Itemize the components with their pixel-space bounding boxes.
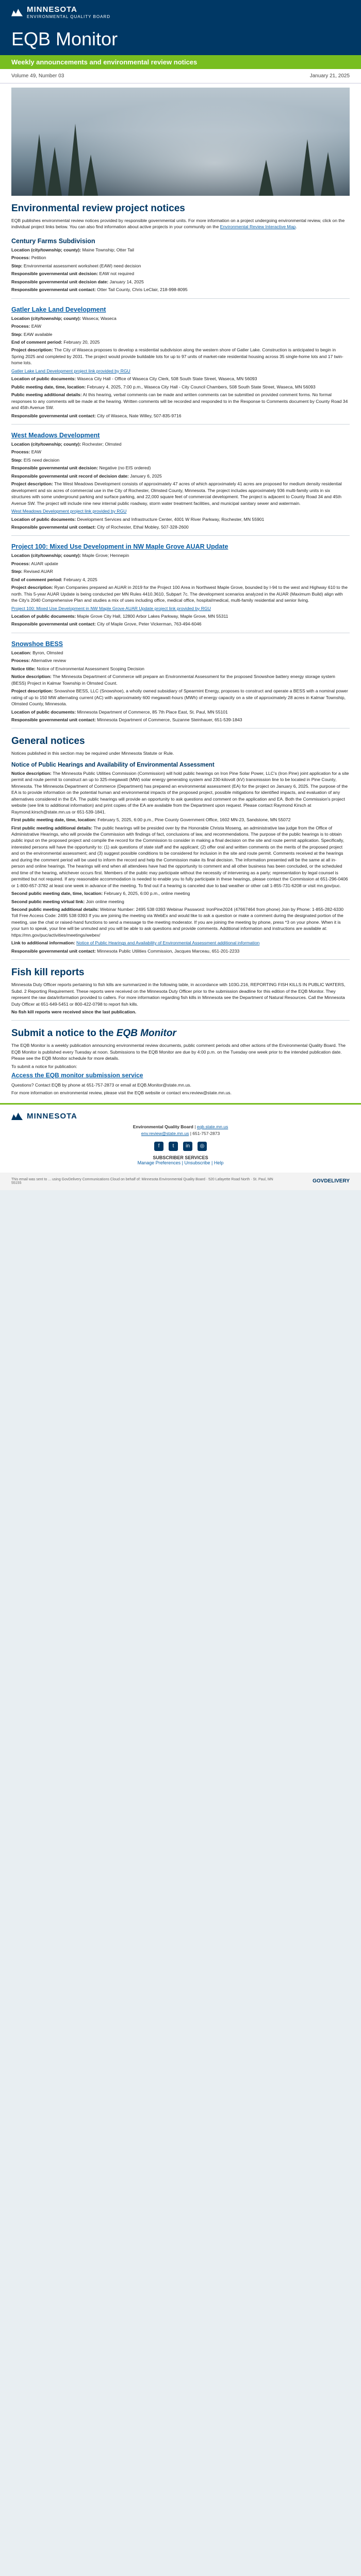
ern-heading: Environmental review project notices <box>11 203 185 214</box>
fish-text: Minnesota Duty Officer reports pertaining to fish kills are summarized in the following table, in accordance with 103G.216, REPORTING FISH KILLS IN PUBLIC WATERS, Subd. 2 Reporting Requirement. These reports were received on the Minnesota Duty Officer prior to the submission deadline for this edition of the EQB Monitor. They represent the raw data/information provided to callers. For more information regarding fish kills in Minnesota see the Department of Natural Resources. Call the Minnesota Duty Officer at 651-649-5451 or 800-422-0798 to report fish kills. <box>11 982 346 1007</box>
project-field[interactable] <box>11 605 350 612</box>
project-field: Notice title: Notice of Environmental Assessment Scoping Decision <box>11 666 144 671</box>
project-field: Responsible governmental unit contact: City of Waseca, Nate Willey, 507-835-9716 <box>11 413 182 418</box>
general-field: Second public meeting additional details: Webinar Number: 2495 538 0393 Webinar Password: IronPine2024 (47667464 from phone) Join by Phone: 1-855-282-6330 Toll Free Access Code: 2495 538 0393 If you are joining the meeting via WebEx and would like to ask a question or make a comment during the designated portion of the meeting, use the chat or raised-hand functions to send a message to the meeting moderator. If you are joining the meeting by phone, press *3 on your phone. When it is your turn to speak, your line will be unmuted and you will be able to ask questions and provide comments. Additional information and instructions are available at: https://mn.gov/puc/activities/meetings/webex/ <box>11 906 344 938</box>
general-field: Second public meeting date, time, location: February 6, 2025, 6:00 p.m., online meeting <box>11 891 190 896</box>
fish-heading: Fish kill reports <box>11 967 85 978</box>
govdelivery-text: This email was sent to ... using GovDelivery Communications Cloud on behalf of: Minnesota Environmental Quality Board · 520 Lafayette Road North · St. Paul, MN 55155 <box>11 1177 273 1185</box>
project-field: Responsible governmental unit decision date: January 14, 2025 <box>11 279 144 284</box>
submission-service-link[interactable]: Access the EQB monitor submission service <box>11 1072 143 1079</box>
project-field: Responsible governmental unit record of decision date: January 6, 2025 <box>11 473 162 479</box>
project-field: Location (city/township; county): Waseca; Waseca <box>11 315 117 321</box>
newsletter-subtitle: Weekly announcements and environmental review notices <box>0 55 361 69</box>
govdelivery-bar <box>0 1173 361 1190</box>
main-content <box>0 203 361 1103</box>
project-field: End of comment period: February 20, 2025 <box>11 339 100 345</box>
general-heading: General notices <box>11 736 85 747</box>
project-field: Location (city/township; county): Rochester; Olmsted <box>11 441 122 447</box>
project-title[interactable]: Project 100: Mixed Use Development in NW Maple Grove AUAR Update <box>11 543 228 551</box>
issue-row <box>0 69 361 83</box>
project-field: Project description: Ryan Companies prepared an AUAR in 2019 for the Project 100 Area in Northwest Maple Grove, bounded by I-94 to the west and Highway 610 to the north. This 5-year AUAR Update is being conducted per MN Rules 4410.3610, Subpart 7c. The development scenarios analyzed in the AUAR (Maximum Build) align with the City's 2040 Comprehensive Plan and studies a mix of uses including office, medical office, hospital/medical, multi-family residential and senior living. <box>11 585 348 603</box>
linkedin-icon[interactable]: in <box>183 1142 192 1151</box>
general-additional-info-link[interactable]: Notice of Public Hearings and Availability of Environmental Assessment additional information <box>76 940 260 946</box>
project-link: Project 100: Mixed Use Development in NW Maple Grove AUAR Update project link provided by RGU <box>11 605 211 611</box>
govdelivery-logo: GOVDELIVERY <box>313 1178 350 1184</box>
project-field: Notice description: The Minnesota Department of Commerce will prepare an Environmental Assessment for the proposed Snowshoe battery energy storage system (BESS) Project in Kalmar Township in Olmsted Count. <box>11 674 335 686</box>
project-field: Project description: The West Meadows Development consists of approximately 47 acres of which approximately 41 acres are proposed for medium density residential development and six acres of commercial use in the City of Rochester, Olmsted County, Minnesota. The project includes approximately 936 multi-family units in six structures with some underground parking and surface parking, and 22,000 square feet of commercial development. The project is adjacent to County Road 34 and 45th Avenue SW. The project will include nine new internal public roadway, storm water treatment facilities, and municipal sanitary sewer and watermain. <box>11 481 342 506</box>
footer-state: MINNESOTA <box>27 1111 77 1121</box>
general-field: Notice description: The Minnesota Public Utilities Commission (Commission) will hold public hearings on Iron Pine Solar Power, LLC's (Iron Pine) joint application for a site permit and route permit to construct an up to 325-megawatt (MW) solar energy generating system and 230-kilovolt (kV) transmission line to be located in Pine County, Minnesota. The Minnesota Department of Commerce (Department) has prepared an environmental assessment (EA) for the project on January 6, 2025. The purpose of the EA is to provide information on the potential human and environmental impacts of the proposed project, possible mitigations for identified impacts, and evaluation of any alternatives considered in the EA. The public hearings will provide an opportunity to ask questions and comment on the application and EA. Both the Commission's project website (see link to additional information) and print copies of the EA are available from the Department upon request. Please contact Raymond Kirsch at Raymond.kirsch@state.mn.us or 651-539-1841. <box>11 770 349 815</box>
project-field: Process: EAW <box>11 449 41 455</box>
footer: MINNESOTA Environmental Quality Board | eqb.state.mn.us env.review@state.mn.us | 651-757-2873 f t in ◎ SUBSCRIBER SERVICES Manage Preferences | Unsubscribe | Help <box>0 1103 361 1173</box>
submit-text2: To submit a notice for publication: <box>11 1063 77 1069</box>
general-link-row: Link to additional information: Notice of Public Hearings and Availability of Environmental Assessment additional information <box>11 940 260 946</box>
project-title: Century Farms Subdivision <box>11 237 95 245</box>
general-intro: Notices published in this section may be required under Minnesota Statute or Rule. <box>11 751 174 756</box>
general-field: First public meeting date, time, location: February 5, 2025, 6:00 p.m., Pine County Government Office, 1602 MN-23, Sandstone, MN 55072 <box>11 817 291 823</box>
submit-heading: Submit a notice to the EQB Monitor <box>11 1028 176 1039</box>
project-list <box>11 238 350 723</box>
project-field: Location of public documents: Development Services and Infrastructure Center, 4001 W River Parkway, Rochester, MN 55901 <box>11 516 265 522</box>
submit-text: The EQB Monitor is a weekly publication announcing environmental review documents, public comment periods and other actions of the Environmental Quality Board. The EQB Monitor is published every Tuesday at noon. Submissions to the EQB Monitor are due by 4:00 p.m. on the Tuesday one week prior to the intended publication date. Please see the EQB Monitor schedule for more details. <box>11 1043 346 1061</box>
project-title[interactable]: West Meadows Development <box>11 431 100 439</box>
project-field: Step: EAW available <box>11 331 53 337</box>
logo-state: MINNESOTA <box>27 5 77 14</box>
project-field: End of comment period: February 4, 2025 <box>11 577 97 582</box>
fish-note: No fish kill reports were received since the last publication. <box>11 1009 137 1014</box>
project-field: Responsible governmental unit contact: Otter Tail County, Chris LeClair, 218-998-8095 <box>11 287 188 293</box>
project-title[interactable]: Snowshoe BESS <box>11 640 63 648</box>
general-notice-fields <box>11 770 350 938</box>
instagram-icon[interactable]: ◎ <box>198 1142 207 1151</box>
project-field: Location of public documents: Minnesota Department of Commerce, 85 7th Place East, St. Paul, MN 55101 <box>11 709 228 715</box>
project-field: Responsible governmental unit contact: City of Rochester, Ethal Mobley, 507-328-2600 <box>11 524 189 530</box>
newsletter-page <box>0 0 361 1190</box>
project-field: Location of public documents: Maple Grove City Hall, 12800 Arbor Lakes Parkway, Maple Grove, MN 55311 <box>11 614 228 619</box>
project-field: Process: EAW <box>11 324 41 329</box>
general-field: Second public meeting virtual link: Join online meeting <box>11 899 124 904</box>
project-field: Location (city/township; county): Maine Township; Otter Tail <box>11 247 134 252</box>
twitter-icon[interactable]: t <box>169 1142 178 1151</box>
project-field: Process: AUAR update <box>11 561 58 566</box>
project-field: Location: Byron, Olmsted <box>11 650 63 655</box>
project-field: Process: Petition <box>11 255 46 261</box>
footer-agency: Environmental Quality Board <box>133 1124 193 1129</box>
project-field: Project description: The City of Waseca proposes to develop a residential subdivision along the western shore of Gatler Lake. Construction is anticipated to begin in Spring 2025 and completed by 2031. The project would provide buildable lots for up to 97 units of market-rate residential housing across 35 single-home lots and 17 twin-home lots. <box>11 347 343 366</box>
general-contact-row: Responsible governmental unit contact: Minnesota Public Utilities Commission, Jacques Marceau, 651-201-2233 <box>11 948 240 954</box>
submit-questions: Questions? Contact EQB by phone at 651-757-2873 or email at EQB.Monitor@state.mn.us. <box>11 1082 191 1088</box>
project-field[interactable] <box>11 368 350 374</box>
newsletter-title: EQB Monitor <box>0 21 361 55</box>
issue-date: January 21, 2025 <box>309 73 350 79</box>
project-title[interactable]: Gatler Lake Land Development <box>11 306 106 313</box>
project-link: Gatler Lake Land Development project link provided by RGU <box>11 368 130 374</box>
project-field: Public meeting date, time, location: February 4, 2025, 7:00 p.m., Waseca City Hall - City Council Chambers, 508 South State Street, Waseca, MN 56093 <box>11 384 316 389</box>
project-field: Project description: Snowshoe BESS, LLC (Snowshoe), a wholly owned subsidiary of Spearmint Energy, proposes to construct and operate a BESS with a nominal power rating of up to 150 MW alternating current (AC) with approximately 600 megawatt-hours (MWh) of energy capacity on a site of approximately 28 acres in Kalmar Township, Olmsted County, Minnesota. <box>11 688 348 707</box>
mn-logo-icon <box>11 8 23 16</box>
footer-phone: 651-757-2873 <box>192 1131 220 1137</box>
project-field: Step: EIS need decision <box>11 457 60 463</box>
hero-image-foggy-forest <box>11 88 350 196</box>
project-link: West Meadows Development project link provided by RGU <box>11 509 127 514</box>
project-field: Responsible governmental unit contact: Minnesota Department of Commerce, Suzanne Steinhauer, 651-539-1843 <box>11 717 242 723</box>
logo-agency: ENVIRONMENTAL QUALITY BOARD <box>27 14 110 19</box>
masthead-logo-bar <box>0 0 361 21</box>
footer-mn-logo-icon <box>11 1112 23 1120</box>
footer-website-link[interactable]: eqb.state.mn.us <box>196 1124 228 1129</box>
project-field: Location (city/township; county): Maple Grove; Hennepin <box>11 553 129 558</box>
subscriber-services: SUBSCRIBER SERVICES <box>153 1155 208 1160</box>
general-field: First public meeting additional details: The public hearings will be presided over by the Honorable Christa Moseng, an administrative law judge from the Office of Administrative Hearings, who will provide the Commission with findings of fact, conclusions of law, and recommendations. The purpose of the public hearings is to obtain public input on the proposed project and compile the record for the Commission to consider in making a final decision on the site and route permit application. Specifically, interested persons will have the opportunity to: (1) ask questions of state staff and the applicant; (2) offer oral and written comments on the merits of the proposed project and on the environmental assessment; and (3) suggest possible conditions to be considered for inclusion in the site and route permit. Comments received at the hearings and during the comment period will be used to inform the record and help the Commission make its final decision. The information presented will be the same at all in-person and online hearings. The hearings will end when all attendees have had the opportunity to comment and all other business has been concluded, or the scheduled end time of the hearing, whichever occurs first. Members of the public may participate without the necessity of intervening as a party; representation by legal counsel is permitted but not required. If any reasonable accommodation is needed to enable you to fully participate in these hearings, please contact the Commission at 651-296-0406 or 1-800-657-3782 at least one week in advance of the meeting. To find out if a hearing is canceled due to bad weather or other call 1-855-731-6208 or visit mn.gov/puc. <box>11 825 348 888</box>
project-field[interactable] <box>11 508 350 514</box>
project-field: Process: Alternative review <box>11 658 67 664</box>
ern-intro: EQB publishes environmental review notices provided by responsible governmental units. For more information on a project undergoing environmental review, click on the individual project links below. You can also find information about active projects in your community on the Environmental Review Interactive Map. <box>11 218 345 230</box>
submit-more: For more information on environmental review, please visit the EQB website or contact env.review@state.mn.us. <box>11 1090 232 1096</box>
project-field: Step: Environmental assessment worksheet (EAW) need decision <box>11 263 141 268</box>
project-field: Public meeting additional details: At this hearing, verbal comments can be made and written comments can be submitted on provided comment forms. No formal responses to any comments will be made at the hearing. Written comments will be recorded and responded to in the Response to Comments document by County Road 34 and 45th Avenue SW. <box>11 392 348 411</box>
project-field: Step: Revised AUAR <box>11 569 53 574</box>
project-field: Responsible governmental unit contact: City of Maple Grove, Peter Vickerman, 763-494-6046 <box>11 621 202 627</box>
social-links <box>11 1142 350 1151</box>
issue-volume: Volume 49, Number 03 <box>11 73 64 79</box>
general-notice-title: Notice of Public Hearings and Availability of Environmental Assessment <box>11 761 215 768</box>
project-field: Location of public documents: Waseca City Hall - Office of Waseca City Clerk, 508 South State Street, Waseca, MN 56093 <box>11 376 257 382</box>
manage-links[interactable]: Manage Preferences | Unsubscribe | Help <box>137 1160 224 1165</box>
project-field: Responsible governmental unit decision: EAW not required <box>11 271 134 277</box>
facebook-icon[interactable]: f <box>154 1142 163 1151</box>
footer-email-link[interactable]: env.review@state.mn.us <box>141 1131 189 1137</box>
project-field: Responsible governmental unit decision: Negative (no EIS ordered) <box>11 465 151 471</box>
interactive-map-link[interactable]: Environmental Review Interactive Map <box>220 224 296 230</box>
